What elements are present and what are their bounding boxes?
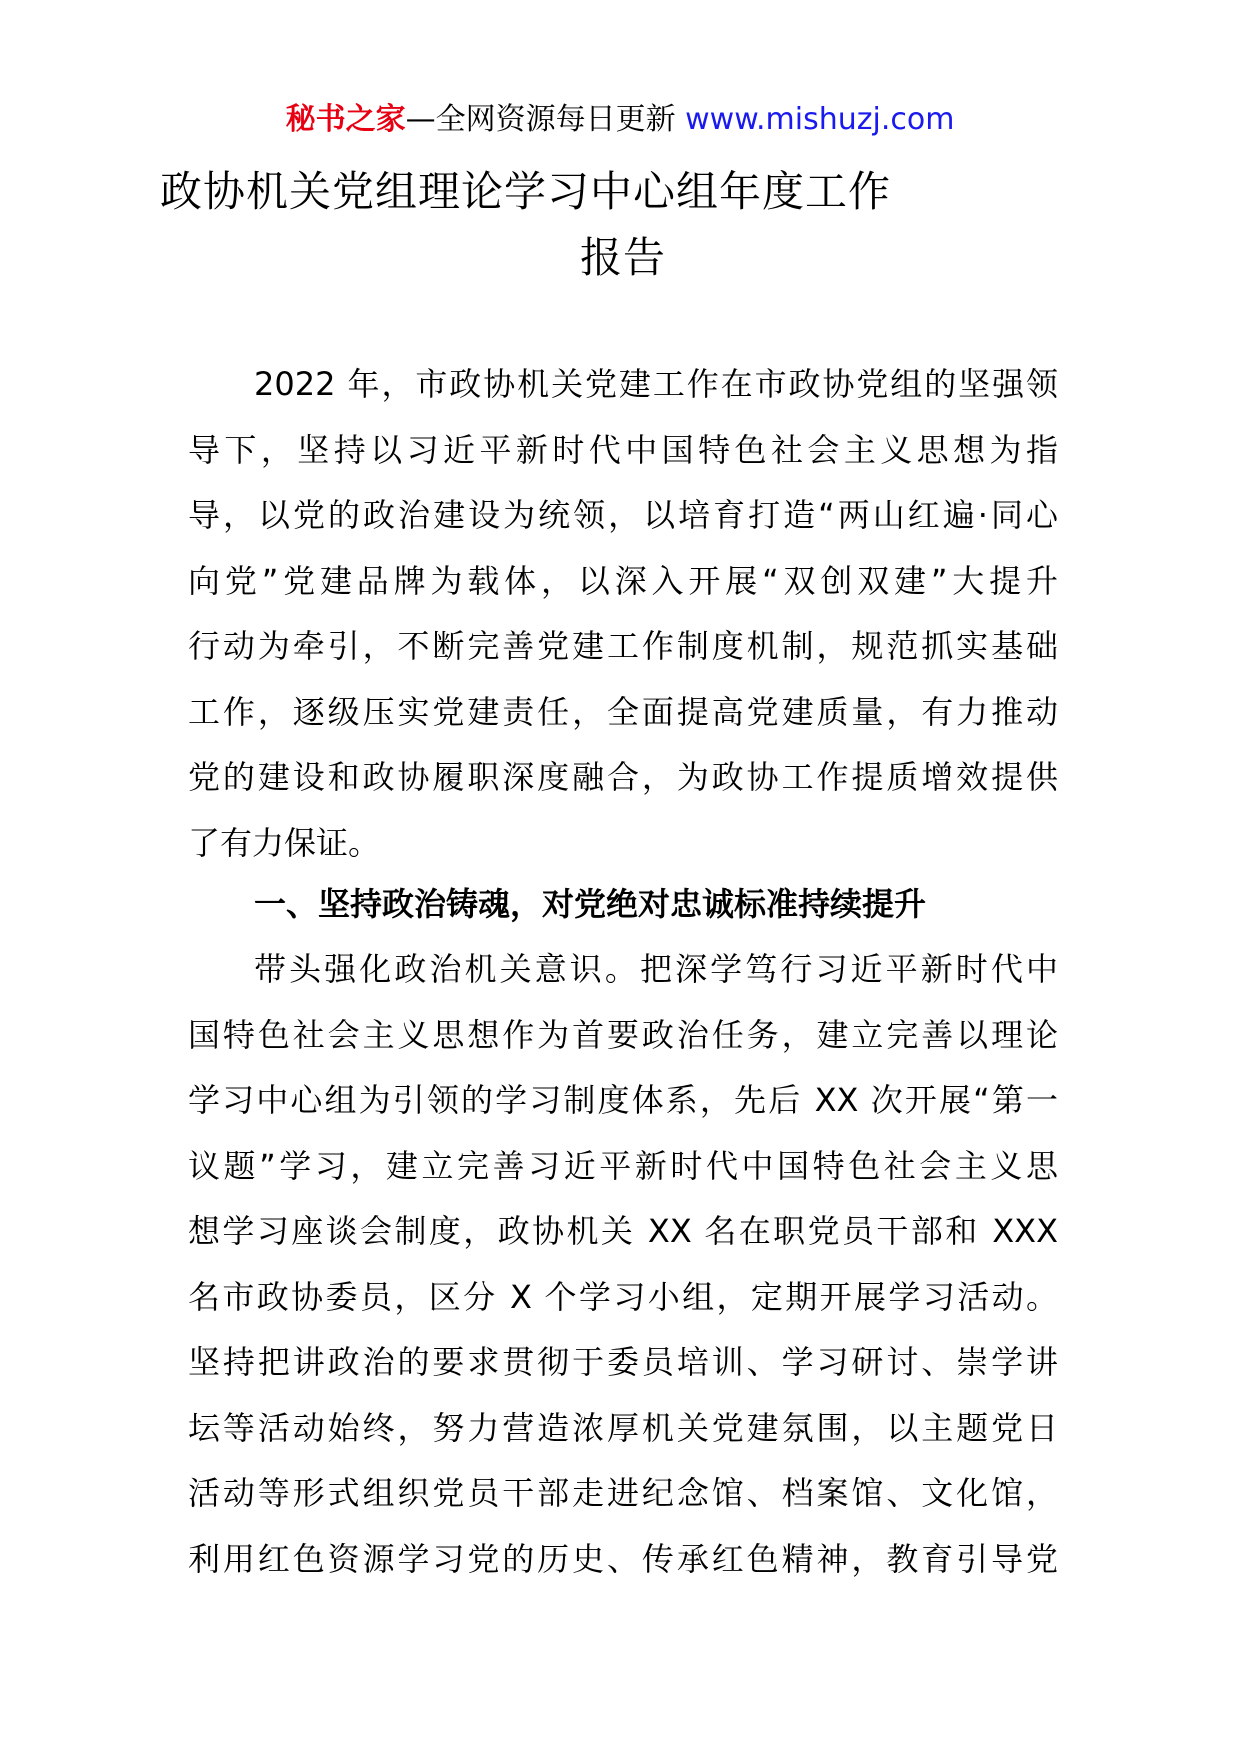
paragraph-line: 坛等活动始终，努力营造浓厚机关党建氛围，以主题党日: [188, 1408, 1058, 1447]
brand-name: 秘书之家: [285, 102, 406, 137]
paragraph-line: 名市政协委员，区分 X 个学习小组，定期开展学习活动。: [188, 1277, 1058, 1316]
site-url-link[interactable]: www.mishuzj.com: [685, 102, 955, 137]
paragraph-intro: [188, 352, 1058, 876]
document-title-line-2: 报告: [579, 233, 666, 282]
paragraph-line: 2022 年，市政协机关党建工作在市政协党组的坚强领: [254, 365, 1058, 403]
site-header: [0, 100, 1240, 140]
document-title-line-1: 政协机关党组理论学习中心组年度工作: [160, 167, 892, 216]
paragraph-line: 国特色社会主义思想作为首要政治任务，建立完善以理论: [188, 1015, 1058, 1054]
site-slogan: —全网资源每日更新: [405, 102, 676, 137]
section-heading-1: 一、坚持政治铸魂，对党绝对忠诚标准持续提升: [254, 885, 927, 923]
paragraph-line: 想学习座谈会制度，政协机关 XX 名在职党员干部和 XXX: [188, 1212, 1058, 1250]
paragraph-line: 议题”学习，建立完善习近平新时代中国特色社会主义思: [188, 1146, 1058, 1185]
paragraph-line: 导，以党的政治建设为统领，以培育打造“两山红遍·同心: [188, 496, 1058, 534]
paragraph-line: 带头强化政治机关意识。把深学笃行习近平新时代中: [254, 950, 1058, 988]
paragraph-section-1: [188, 937, 1058, 1592]
paragraph-line: 导下，坚持以习近平新时代中国特色社会主义思想为指: [188, 430, 1058, 469]
paragraph-line: 了有力保证。: [188, 823, 381, 862]
paragraph-line: 向党”党建品牌为载体，以深入开展“双创双建”大提升: [188, 561, 1058, 600]
paragraph-line: 利用红色资源学习党的历史、传承红色精神，教育引导党: [188, 1539, 1058, 1578]
paragraph-line: 活动等形式组织党员干部走进纪念馆、档案馆、文化馆，: [188, 1474, 1058, 1512]
paragraph-line: 工作，逐级压实党建责任，全面提高党建质量，有力推动: [188, 692, 1058, 731]
paragraph-line: 学习中心组为引领的学习制度体系，先后 XX 次开展“第一: [188, 1081, 1058, 1119]
paragraph-line: 党的建设和政协履职深度融合，为政协工作提质增效提供: [188, 758, 1058, 796]
paragraph-line: 坚持把讲政治的要求贯彻于委员培训、学习研讨、崇学讲: [188, 1343, 1058, 1381]
paragraph-line: 行动为牵引，不断完善党建工作制度机制，规范抓实基础: [188, 627, 1058, 665]
